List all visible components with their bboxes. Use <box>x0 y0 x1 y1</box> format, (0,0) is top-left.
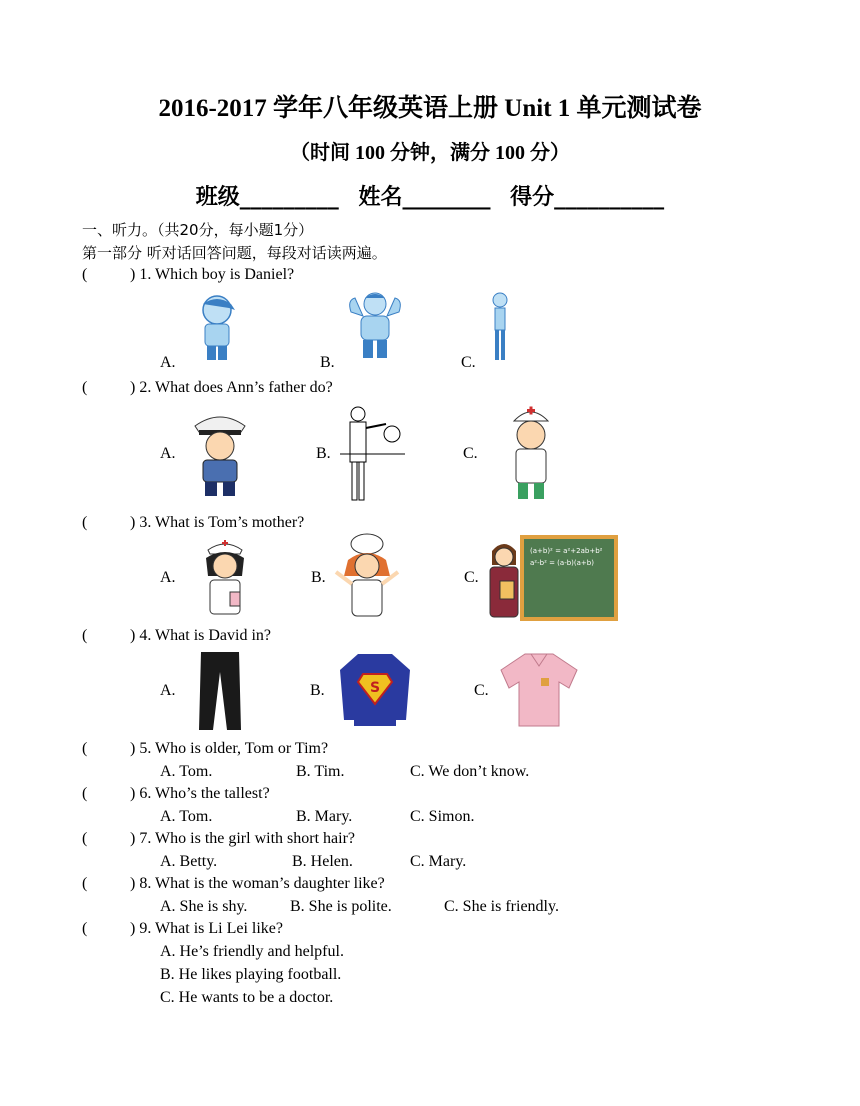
muscular-boy-picture <box>343 290 408 364</box>
question-6: ( ) 6. Who’s the tallest? <box>82 785 270 802</box>
option-c[interactable]: C. Mary. <box>410 853 467 870</box>
option-b[interactable]: B. <box>311 569 326 586</box>
superman-sweater-picture <box>336 650 414 728</box>
option-b[interactable]: B. <box>320 354 335 371</box>
answer-blank[interactable]: ( <box>82 514 88 531</box>
question-2: ( ) 2. What does Ann’s father do? <box>82 379 333 396</box>
nurse-picture <box>196 536 254 620</box>
answer-blank[interactable]: ( <box>82 627 88 644</box>
option-b[interactable]: B. Tim. <box>296 763 345 780</box>
question-8: ( ) 8. What is the woman’s daughter like? <box>82 875 385 892</box>
black-trousers-picture <box>195 650 245 732</box>
question-1: ( ) 1. Which boy is Daniel? <box>82 266 295 283</box>
option-a[interactable]: A. <box>160 682 176 699</box>
option-c[interactable]: C. We don’t know. <box>410 763 530 780</box>
option-a[interactable]: A. Tom. <box>160 808 213 825</box>
answer-blank[interactable]: ( <box>82 266 88 283</box>
option-a[interactable]: A. Tom. <box>160 763 213 780</box>
exam-info: （时间 100 分钟，满分 100 分） <box>290 142 570 164</box>
option-b[interactable]: B. <box>310 682 325 699</box>
question-3: ( ) 3. What is Tom’s mother? <box>82 514 305 531</box>
option-c[interactable]: C. He wants to be a doctor. <box>160 989 334 1006</box>
police-officer-picture <box>183 404 258 502</box>
class-field[interactable]: 班级_________ <box>195 185 339 210</box>
part-heading: 第一部分 听对话回答问题，每段对话读两遍。 <box>82 244 387 262</box>
blackboard-formula-2: a²-b² = (a-b)(a+b) <box>530 559 594 567</box>
answer-blank[interactable]: ( <box>82 379 88 396</box>
option-c[interactable]: C. <box>463 445 478 462</box>
option-b[interactable]: B. Helen. <box>292 853 353 870</box>
option-c[interactable]: C. <box>474 682 489 699</box>
option-b[interactable]: B. <box>316 445 331 462</box>
option-a[interactable]: A. <box>160 569 176 586</box>
option-a[interactable]: A. <box>160 354 176 371</box>
option-a[interactable]: A. Betty. <box>160 853 218 870</box>
option-c[interactable]: C. <box>464 569 479 586</box>
option-a[interactable]: A. She is shy. <box>160 898 248 915</box>
doctor-picture <box>500 403 562 503</box>
option-b[interactable]: B. She is polite. <box>290 898 392 915</box>
question-7: ( ) 7. Who is the girl with short hair? <box>82 830 355 847</box>
pink-shirt-picture <box>497 650 581 728</box>
option-a[interactable]: A. He’s friendly and helpful. <box>160 943 344 960</box>
section-heading: 一、听力。（共20分，每小题1分） <box>82 221 314 239</box>
score-field[interactable]: 得分__________ <box>510 185 665 210</box>
question-5: ( ) 5. Who is older, Tom or Tim? <box>82 740 329 757</box>
option-a[interactable]: A. <box>160 445 176 462</box>
option-b[interactable]: B. Mary. <box>296 808 353 825</box>
option-c[interactable]: C. Simon. <box>410 808 475 825</box>
page-title: 2016-2017 学年八年级英语上册 Unit 1 单元测试卷 <box>158 95 702 122</box>
teacher-with-blackboard-picture <box>486 535 618 623</box>
answer-blank[interactable]: ( <box>82 740 88 757</box>
boy-with-bandana-picture <box>185 292 250 364</box>
option-b[interactable]: B. He likes playing football. <box>160 966 342 983</box>
question-4: ( ) 4. What is David in? <box>82 627 272 644</box>
answer-blank[interactable]: ( <box>82 830 88 847</box>
svg-text:S: S <box>369 680 381 696</box>
option-c[interactable]: C. <box>461 354 476 371</box>
answer-blank[interactable]: ( <box>82 785 88 802</box>
answer-blank[interactable]: ( <box>82 875 88 892</box>
question-9: ( ) 9. What is Li Lei like? <box>82 920 283 937</box>
cook-picture <box>330 532 405 622</box>
teacher-at-board-picture <box>340 404 405 504</box>
name-field[interactable]: 姓名________ <box>358 185 491 210</box>
option-c[interactable]: C. She is friendly. <box>444 898 559 915</box>
answer-blank[interactable]: ( <box>82 920 88 937</box>
student-fields <box>0 180 860 211</box>
blackboard-formula-1: (a+b)² = a²+2ab+b² <box>530 547 603 555</box>
thin-boy-picture <box>486 290 514 366</box>
